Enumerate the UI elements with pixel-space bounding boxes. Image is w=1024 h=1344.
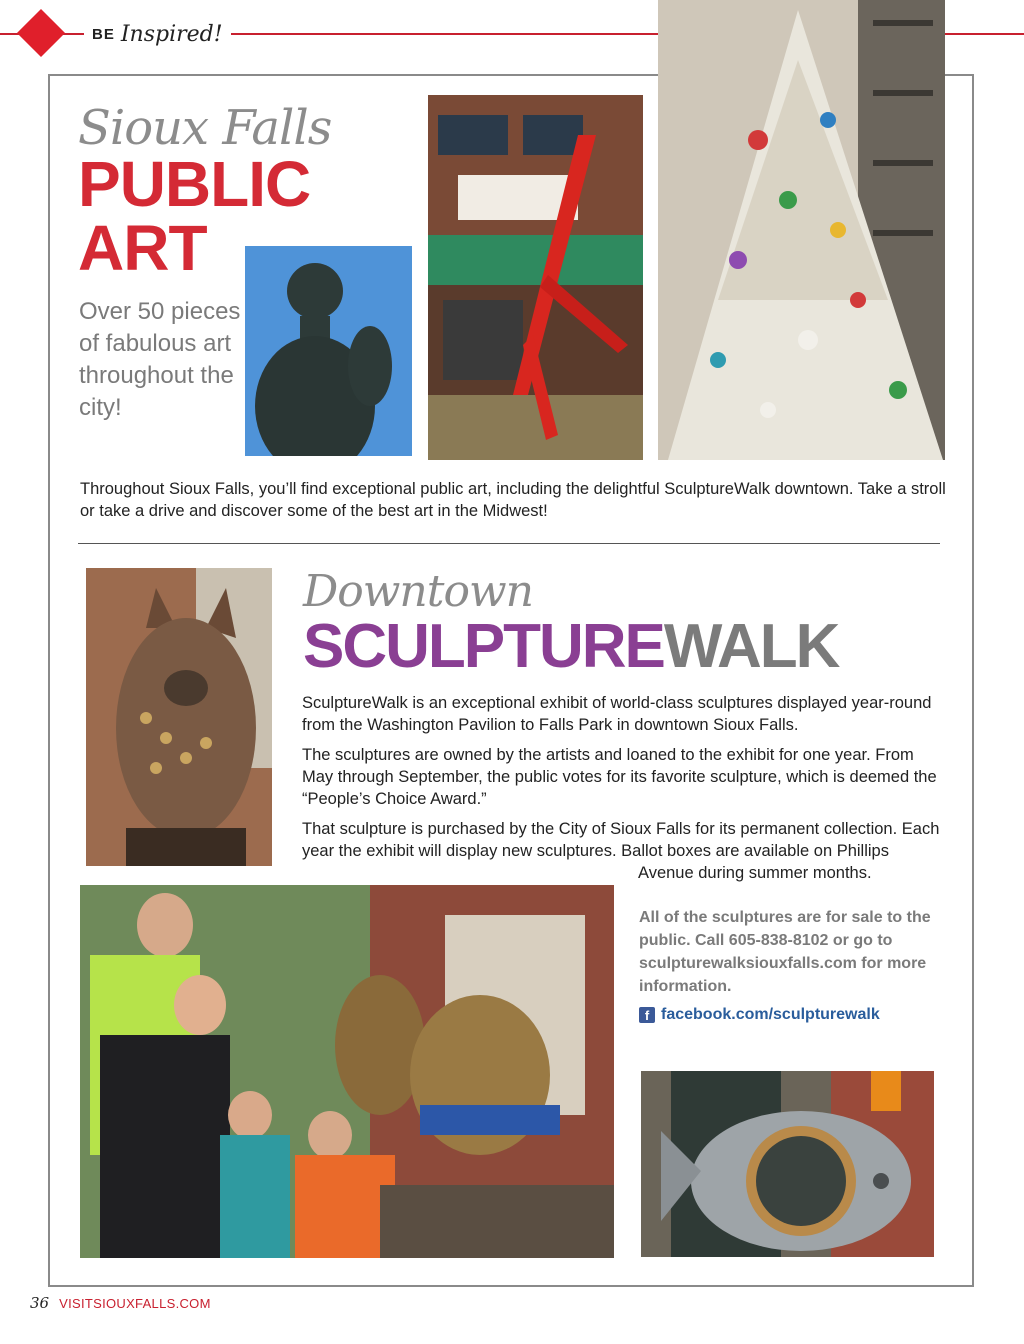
sculpturewalk-title-part1: SCULPTURE [303, 612, 664, 681]
fish-sculpture-photo [641, 1071, 934, 1257]
red-sculpture-photo [428, 95, 643, 460]
facebook-link-text[interactable]: facebook.com/sculpturewalk [661, 1006, 880, 1023]
public-art-intro: Throughout Sioux Falls, you’ll find exceptional public art, including the delightful SculptureWalk downtown. Take a stroll or take a drive and discover some of the best art in the Midwest! [80, 480, 946, 520]
horse-head-sculpture-photo [86, 568, 272, 866]
sculpturewalk-title [303, 614, 838, 680]
public-art-subtitle: Over 50 pieces of fabulous art throughout the city! [79, 298, 241, 421]
facebook-link[interactable] [639, 1006, 880, 1024]
public-art-title-line1: PUBLIC [78, 148, 311, 220]
section-kicker [84, 20, 231, 48]
page-folio [30, 1294, 211, 1312]
sculpturewalk-paragraph-1: SculptureWalk is an exceptional exhibit of world-class sculptures displayed year-round from the Washington Pavilion to Falls Park in downtown Sioux Falls. [302, 694, 932, 734]
diamond-icon [17, 9, 65, 57]
sculpturewalk-paragraph-3: That sculpture is purchased by the City of Sioux Falls for its permanent collection. Each year the exhibit will display new sculptures. Ballot boxes are available on Phillips [302, 820, 940, 860]
kicker-inspired: Inspired! [120, 21, 223, 47]
sculpturewalk-paragraph-3-tail: Avenue during summer months. [638, 864, 872, 882]
folio-site: VISITSIOUXFALLS.COM [59, 1296, 211, 1311]
public-art-title-line2: ART [78, 212, 207, 284]
downtown-script-title: Downtown [303, 566, 533, 617]
kicker-be: BE [92, 25, 115, 43]
sale-callout: All of the sculptures are for sale to the public. Call 605-838-8102 or go to sculpturewalksiouxfalls.com for more information. [639, 909, 931, 995]
sculpturewalk-paragraph-2: The sculptures are owned by the artists and loaned to the exhibit for one year. From May through September, the public votes for its favorite sculpture, which is deemed the “People’s Choice Award.” [302, 746, 937, 808]
paper-cranes-photo [658, 0, 945, 460]
section-divider [78, 543, 940, 544]
bronze-statue-photo [245, 246, 412, 456]
sculpturewalk-title-part2: WALK [663, 612, 839, 681]
family-with-sculpture-photo [80, 885, 614, 1258]
facebook-icon: f [639, 1007, 655, 1023]
page-number: 36 [30, 1294, 50, 1312]
sioux-falls-script-title: Sioux Falls [78, 100, 332, 156]
